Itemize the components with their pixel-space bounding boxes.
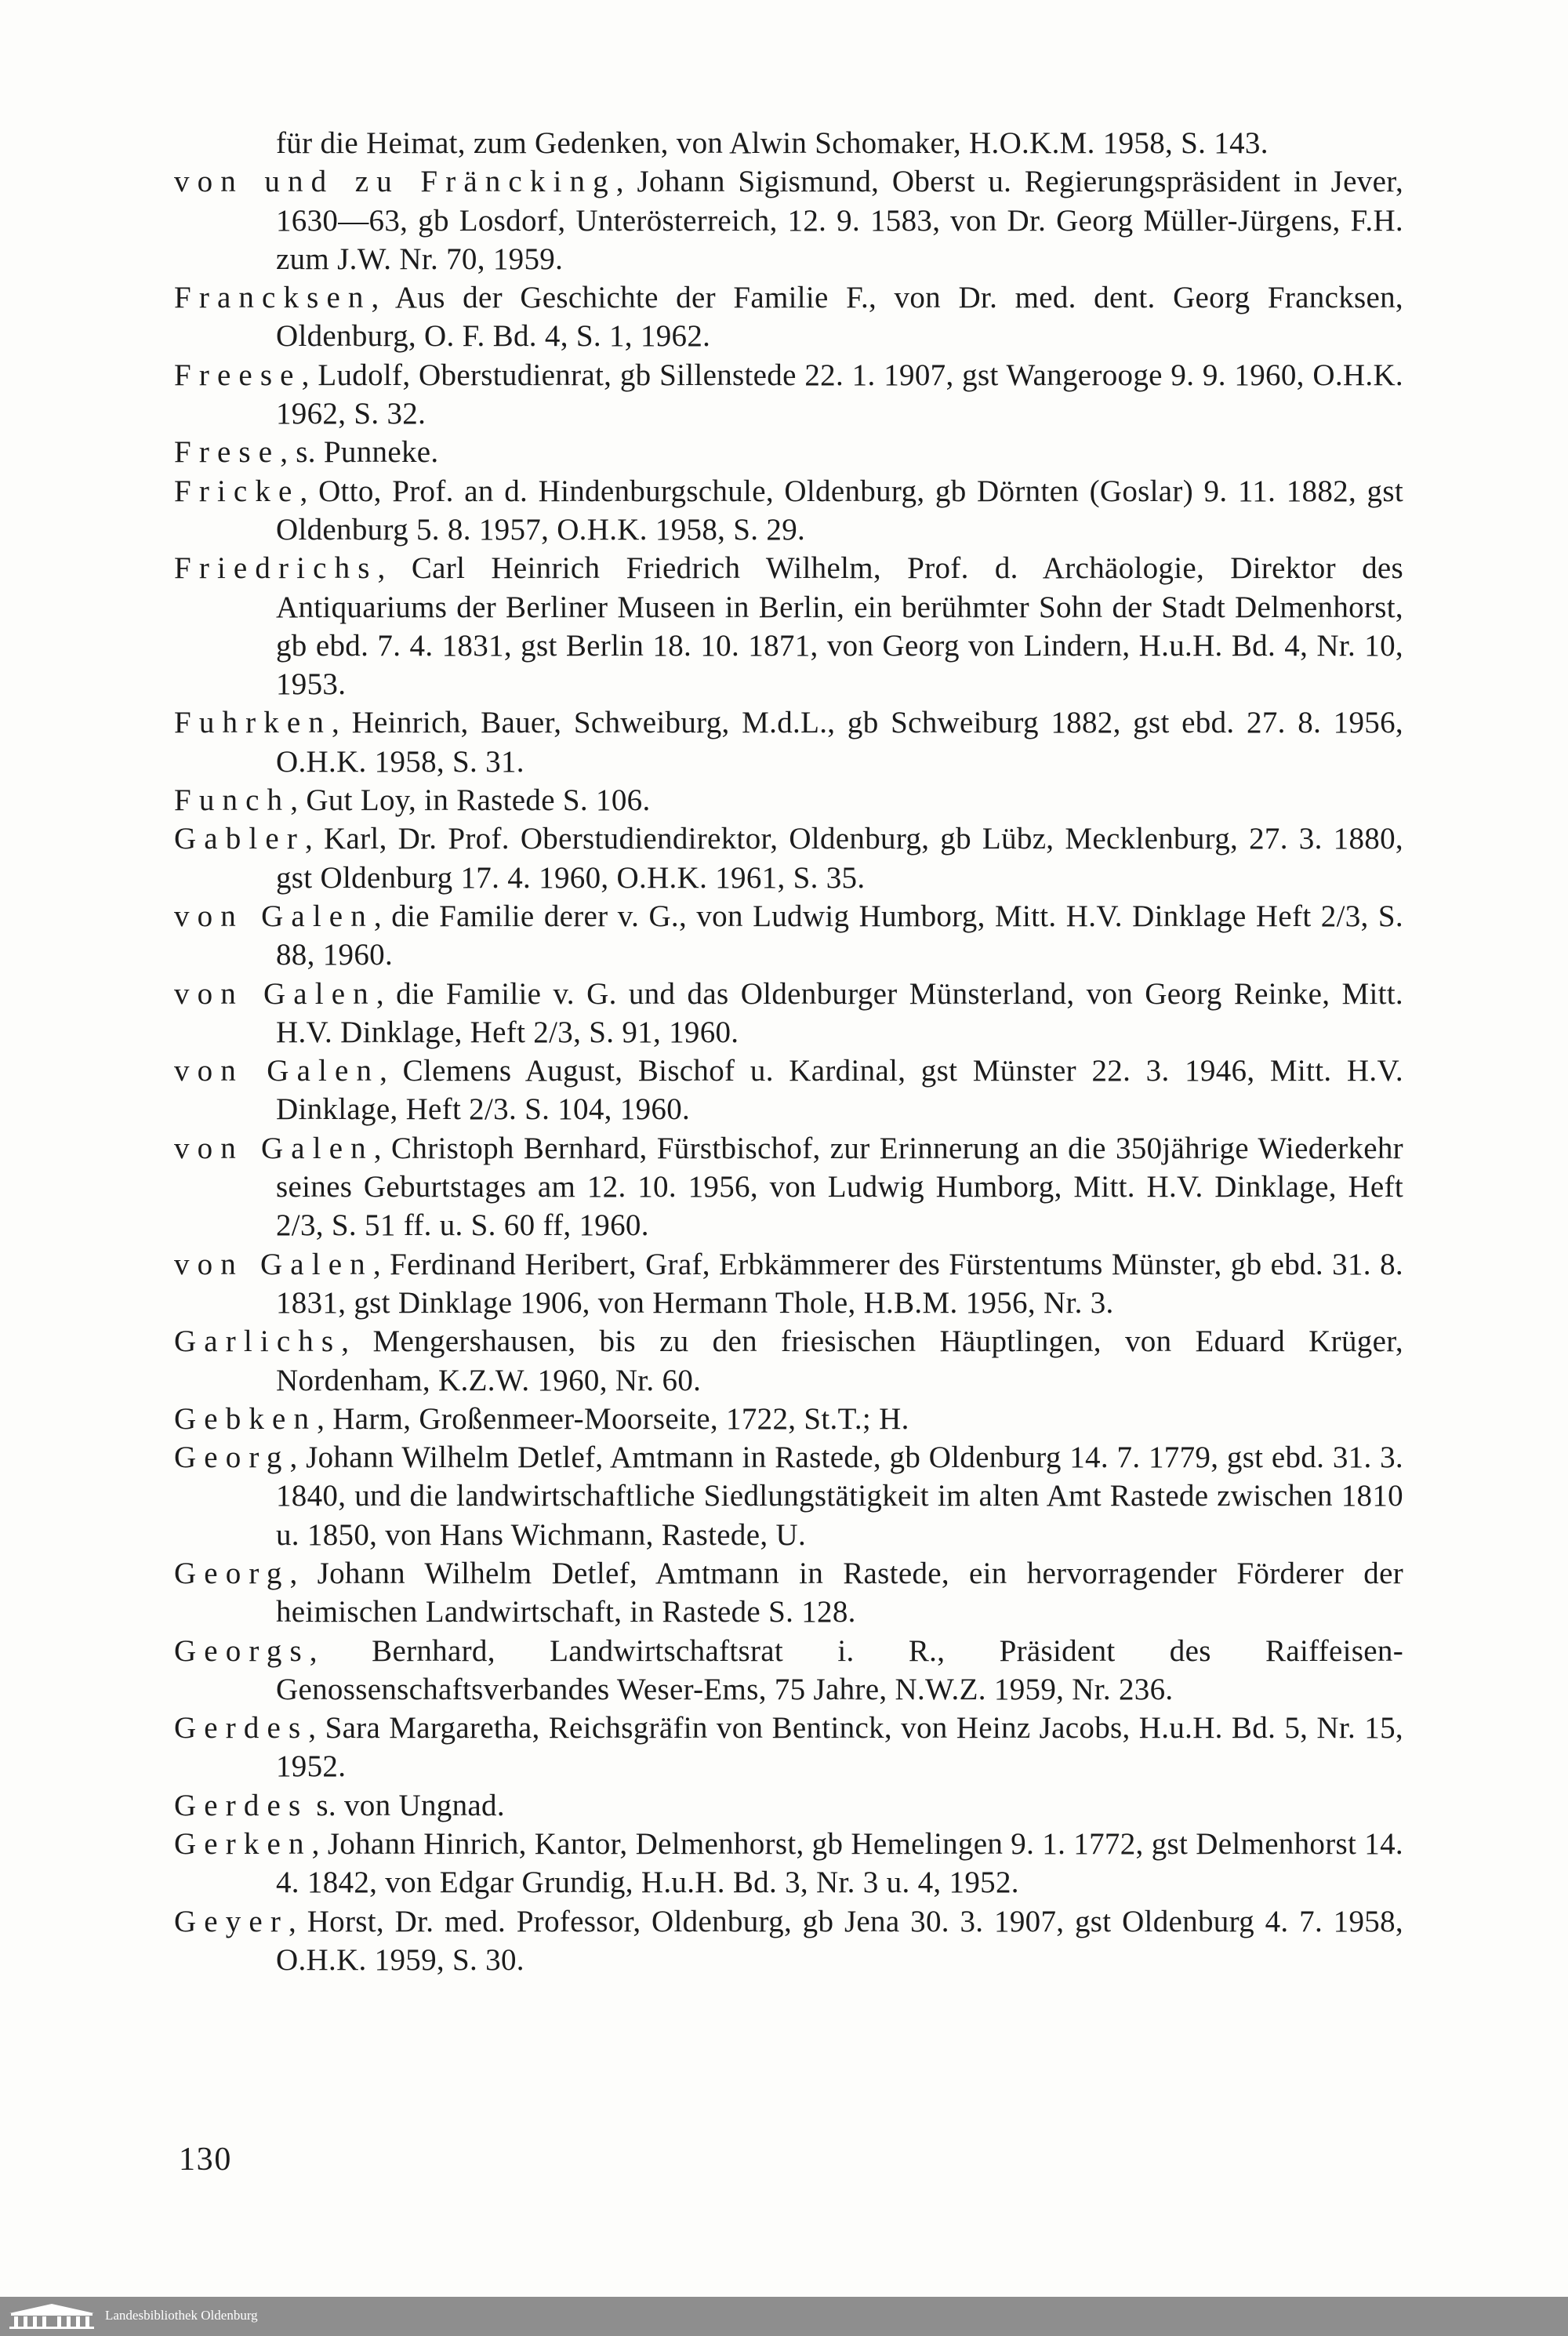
entry-text: s. von Ungnad. xyxy=(308,1788,505,1822)
entry-text: , Ludolf, Oberstudienrat, gb Sillenstede 22. 1. 1907, gst Wangerooge 9. 9. 1960, O.H.K. 1962, S. 32. xyxy=(276,358,1403,431)
register-entry xyxy=(174,124,1403,162)
entry-heading: Gabler xyxy=(174,822,305,856)
entry-text: , Johann Hinrich, Kantor, Delmenhorst, gb Hemelingen 9. 1. 1772, gst Delmenhorst 14. 4. 1842, von Edgar Grundig, H.u.H. Bd. 3, Nr. 3 u. 4, 1952. xyxy=(276,1827,1403,1900)
entry-heading: von Galen xyxy=(174,899,374,933)
entry-text: , Johann Sigismund, Oberst u. Regierungspräsident in Jever, 1630—63, gb Losdorf, Unterösterreich, 12. 9. 1583, von Dr. Georg Müller-Jürgens, F.H. zum J.W. Nr. 70, 1959. xyxy=(276,165,1404,276)
entry-heading: Francksen xyxy=(174,281,372,315)
register-entry xyxy=(174,549,1403,703)
entry-text: , Gut Loy, in Rastede S. 106. xyxy=(290,783,651,818)
register-entry xyxy=(174,1245,1403,1323)
register-entry xyxy=(174,975,1403,1052)
entry-heading: Friedrichs xyxy=(174,551,378,586)
register-entry xyxy=(174,1902,1403,1980)
register-entry xyxy=(174,1052,1403,1129)
entry-heading: Gebken xyxy=(174,1401,318,1436)
register-entry xyxy=(174,433,1403,471)
library-building-logo-icon xyxy=(6,2302,97,2331)
entry-heading: Funch xyxy=(174,783,291,818)
entry-text: , Aus der Geschichte der Familie F., von Dr. med. dent. Georg Francksen, Oldenburg, O. F. Bd. 4, S. 1, 1962. xyxy=(276,281,1403,354)
entry-heading: von und zu Fräncking xyxy=(174,165,616,199)
entry-text: , Sara Margaretha, Reichsgräfin von Bentinck, von Heinz Jacobs, H.u.H. Bd. 5, Nr. 15, 1952. xyxy=(276,1711,1403,1784)
entry-heading: Fuhrken xyxy=(174,706,332,740)
entry-text: für die Heimat, zum Gedenken, von Alwin Schomaker, H.O.K.M. 1958, S. 143. xyxy=(276,126,1269,160)
register-entry xyxy=(174,1786,1403,1825)
entry-heading: Georg xyxy=(174,1556,290,1590)
footer-bar xyxy=(0,2297,1568,2336)
register-entry xyxy=(174,356,1403,434)
register-entry xyxy=(174,819,1403,897)
entry-text: , Johann Wilhelm Detlef, Amtmann in Rastede, gb Oldenburg 14. 7. 1779, gst ebd. 31. 3. 1840, und die landwirtschaftliche Siedlungstätigkeit im alten Amt Rastede zwischen 1810 u. 1850, von Hans Wichmann, Rastede, U. xyxy=(276,1440,1403,1552)
register-entry xyxy=(174,1554,1403,1632)
register-entry xyxy=(174,1632,1403,1709)
register-entry xyxy=(174,472,1403,550)
entry-text: , die Familie v. G. und das Oldenburger Münsterland, von Georg Reinke, Mitt. H.V. Dinklage, Heft 2/3, S. 91, 1960. xyxy=(276,976,1403,1049)
entry-text: , Mengershausen, bis zu den friesischen Häuptlingen, von Eduard Krüger, Nordenham, K.Z.W. 1960, Nr. 60. xyxy=(276,1324,1403,1397)
entry-heading: von Galen xyxy=(174,1247,373,1281)
entry-heading: von Galen xyxy=(174,1131,374,1165)
entry-heading: Freese xyxy=(174,358,302,392)
entry-text: , Carl Heinrich Friedrich Wilhelm, Prof. d. Archäologie, Direktor des Antiquariums der Berliner Museen in Berlin, ein berühmter Sohn der Stadt Delmenhorst, gb ebd. 7. 4. 1831, gst Berlin 18. 10. 1871, von Georg von Lindern, H.u.H. Bd. 4, Nr. 10, 1953. xyxy=(276,551,1403,702)
entry-text: , Otto, Prof. an d. Hindenburgschule, Oldenburg, gb Dörnten (Goslar) 9. 11. 1882, gst Oldenburg 5. 8. 1957, O.H.K. 1958, S. 29. xyxy=(276,474,1403,547)
entry-text: , Ferdinand Heribert, Graf, Erbkämmerer des Fürstentums Münster, gb ebd. 31. 8. 1831, gst Dinklage 1906, von Hermann Thole, H.B.M. 1956, Nr. 3. xyxy=(276,1247,1403,1320)
register-entry xyxy=(174,1825,1403,1902)
entry-heading: Gerdes xyxy=(174,1711,309,1746)
entry-heading: von Galen xyxy=(174,976,376,1011)
entry-heading: Georg xyxy=(174,1440,290,1475)
register-entry xyxy=(174,1129,1403,1245)
register-entry xyxy=(174,897,1403,975)
register-entry xyxy=(174,703,1403,781)
entry-text: , Heinrich, Bauer, Schweiburg, M.d.L., gb Schweiburg 1882, gst ebd. 27. 8. 1956, O.H.K. 1958, S. 31. xyxy=(276,706,1403,779)
entry-text: , Bernhard, Landwirtschaftsrat i. R., Präsident des Raiffeisen-Genossenschaftsverbandes Weser-Ems, 75 Jahre, N.W.Z. 1959, Nr. 236. xyxy=(276,1633,1403,1706)
entry-text: , Johann Wilhelm Detlef, Amtmann in Rastede, ein hervorragender Förderer der heimischen Landwirtschaft, in Rastede S. 128. xyxy=(276,1556,1403,1629)
footer-library-label: Landesbibliothek Oldenburg xyxy=(105,2308,258,2323)
entry-heading: Garlichs xyxy=(174,1324,342,1359)
register-entry xyxy=(174,781,1403,819)
entry-text: , die Familie derer v. G., von Ludwig Humborg, Mitt. H.V. Dinklage Heft 2/3, S. 88, 1960. xyxy=(276,899,1403,972)
entry-text: , Horst, Dr. med. Professor, Oldenburg, gb Jena 30. 3. 1907, gst Oldenburg 4. 7. 1958, O.H.K. 1959, S. 30. xyxy=(276,1904,1403,1977)
entry-heading: Georgs xyxy=(174,1633,310,1668)
entry-heading: Gerken xyxy=(174,1827,312,1862)
register-entries xyxy=(174,124,1403,1979)
register-entry xyxy=(174,1438,1403,1554)
register-entry xyxy=(174,1709,1403,1786)
entry-text: , Karl, Dr. Prof. Oberstudiendirektor, Oldenburg, gb Lübz, Mecklenburg, 27. 3. 1880, gst Oldenburg 17. 4. 1960, O.H.K. 1961, S. 35. xyxy=(276,822,1403,895)
page-number: 130 xyxy=(179,2142,233,2178)
register-entry xyxy=(174,278,1403,356)
entry-heading: von Galen xyxy=(174,1054,380,1088)
entry-text: , Clemens August, Bischof u. Kardinal, gst Münster 22. 3. 1946, Mitt. H.V. Dinklage, Heft 2/3. S. 104, 1960. xyxy=(276,1054,1403,1127)
entry-heading: Geyer xyxy=(174,1904,289,1938)
entry-heading: Frese xyxy=(174,435,281,470)
entry-text: , Christoph Bernhard, Fürstbischof, zur Erinnerung an die 350jährige Wiederkehr seines Geburtstages am 12. 10. 1956, von Ludwig Humborg, Mitt. H.V. Dinklage, Heft 2/3, S. 51 ff. u. S. 60 ff, 1960. xyxy=(276,1131,1403,1243)
entry-heading: Fricke xyxy=(174,474,300,508)
entry-text: , Harm, Großenmeer-Moorseite, 1722, St.T.; H. xyxy=(317,1401,909,1436)
register-entry xyxy=(174,1322,1403,1400)
entry-text: , s. Punneke. xyxy=(280,435,439,470)
register-entry xyxy=(174,162,1403,278)
entry-heading: Gerdes xyxy=(174,1788,309,1822)
register-entry xyxy=(174,1400,1403,1438)
